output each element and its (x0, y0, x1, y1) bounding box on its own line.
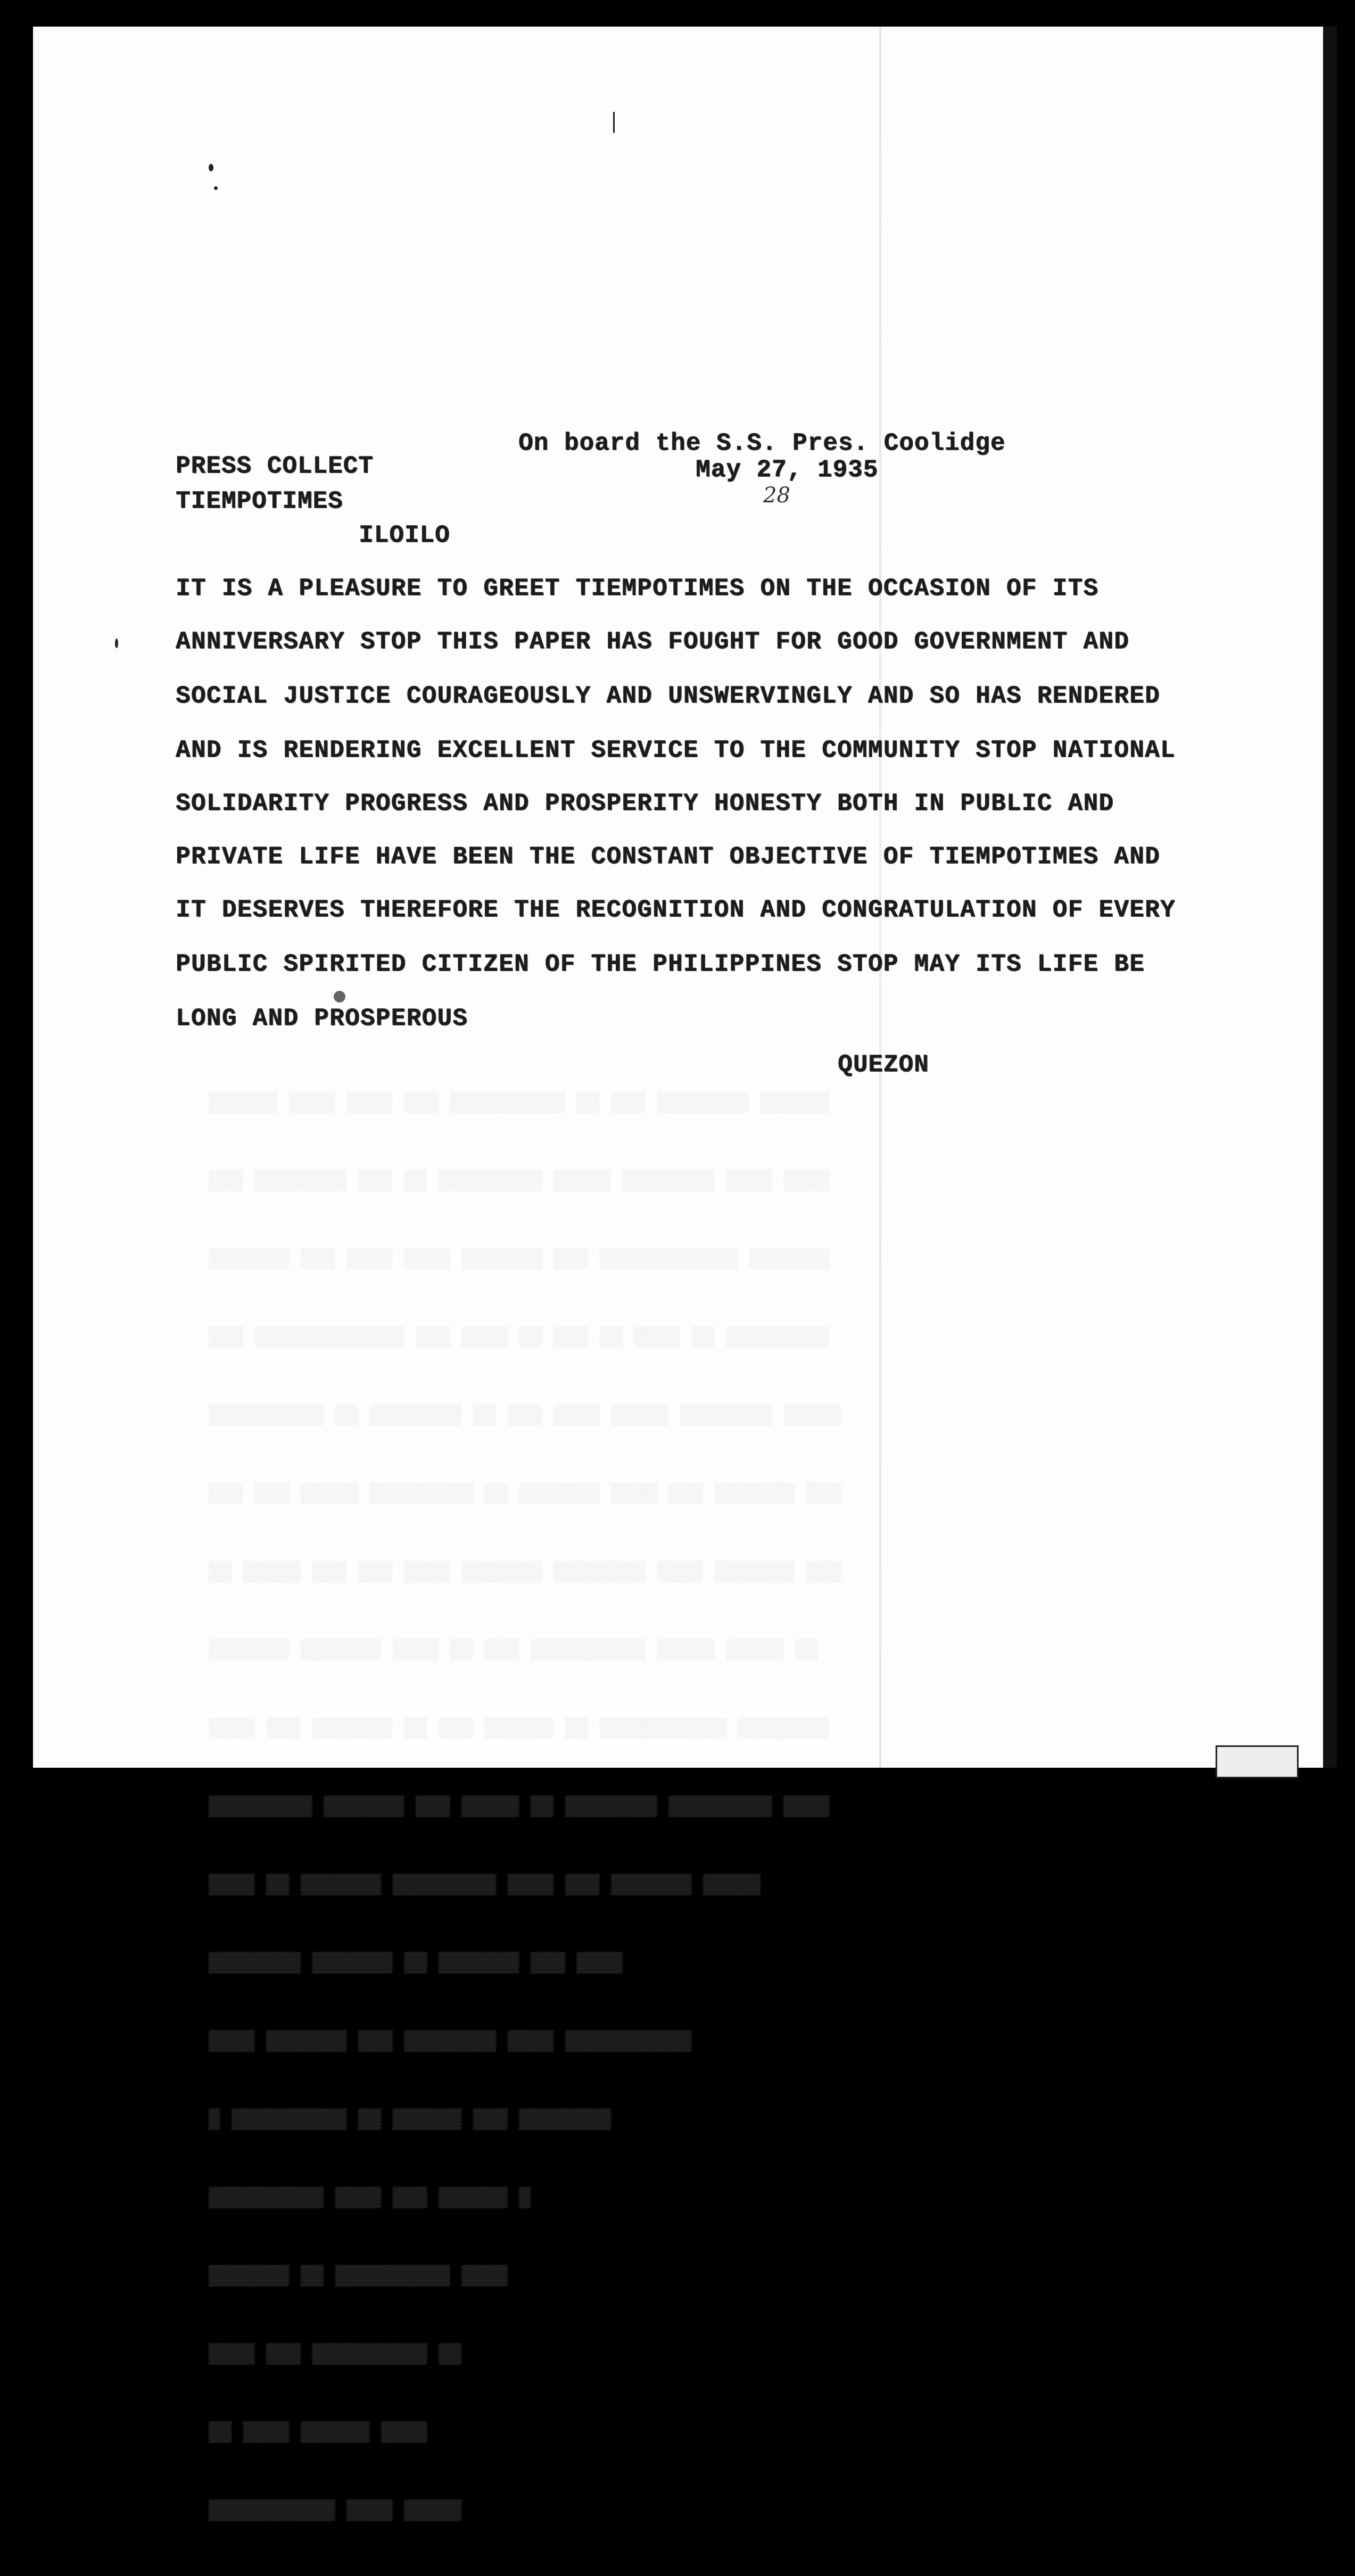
ink-speck (209, 164, 213, 171)
ink-speck (115, 639, 118, 648)
signature: QUEZON (838, 1051, 929, 1079)
city-line: ILOILO (359, 521, 450, 549)
archive-label-box (1216, 1745, 1299, 1778)
ink-speck (334, 991, 345, 1003)
body-line-4: AND IS RENDERING EXCELLENT SERVICE TO THE COMMUNITY STOP NATIONAL (176, 736, 1176, 764)
body-line-9: LONG AND PROSPEROUS (176, 1005, 468, 1032)
bleed-through-texture: ▒▒▒▒▒▒ ▒▒▒▒ ▒▒▒▒ ▒▒▒ ▒▒▒▒▒▒▒▒▒▒ ▒▒ ▒▒▒ ▒▒▒▒▒▒▒▒ ▒▒▒▒▒▒ ▒▒▒ ▒▒▒▒▒▒▒▒ ▒▒▒ ▒▒ ▒▒▒▒▒▒▒▒▒ ▒▒▒▒▒ ▒▒▒▒▒▒▒▒ ▒▒▒▒ ▒▒▒▒ ▒▒▒▒▒▒▒ ▒▒▒ ▒▒▒▒ ▒▒▒▒ ▒▒▒▒▒▒▒ ▒▒▒ ▒▒▒▒▒▒▒▒▒▒▒▒ ▒▒▒▒▒▒▒ ▒▒▒ ▒▒▒▒▒▒▒▒▒▒▒▒▒ ▒▒▒ ▒▒▒▒ ▒▒ ▒▒▒ ▒▒ ▒▒▒▒ ▒▒ ▒▒▒▒▒▒▒▒▒ ▒▒▒▒▒▒▒▒▒▒ ▒▒ ▒▒▒▒▒▒▒▒ ▒▒ ▒▒▒ ▒▒▒▒ ▒▒▒▒▒ ▒▒▒▒▒▒▒▒ ▒▒▒▒▒ ▒▒▒ ▒▒▒ ▒▒▒▒▒ ▒▒▒▒▒▒▒▒▒ ▒▒ ▒▒▒▒▒▒▒ ▒▒▒▒ ▒▒▒ ▒▒▒▒▒▒▒ ▒▒▒ ▒▒ ▒▒▒▒▒ ▒▒▒ ▒▒▒ ▒▒▒▒ ▒▒▒▒▒▒▒ ▒▒▒▒▒▒▒▒ ▒▒▒▒ ▒▒▒▒▒▒▒ ▒▒▒ ▒▒▒▒▒▒▒ ▒▒▒▒▒▒▒ ▒▒▒▒ ▒▒ ▒▒▒ ▒▒▒▒▒▒▒▒▒▒ ▒▒▒▒▒ ▒▒▒▒▒ ▒▒ ▒▒▒▒ ▒▒▒ ▒▒▒▒▒▒▒ ▒▒ ▒▒▒ ▒▒▒▒▒▒ ▒▒ ▒▒▒▒▒▒▒▒▒▒▒ ▒▒▒▒▒▒▒▒ ▒▒▒▒▒▒▒▒▒ ▒▒▒▒▒▒▒ ▒▒▒ ▒▒▒▒▒ ▒▒ ▒▒▒▒▒▒▒▒ ▒▒▒▒▒▒▒▒▒ ▒▒▒▒ ▒▒▒▒ ▒▒ ▒▒▒▒▒▒▒ ▒▒▒▒▒▒▒▒▒ ▒▒▒▒ ▒▒▒ ▒▒▒▒▒▒▒ ▒▒▒▒▒ ▒▒▒▒▒▒▒▒ ▒▒▒▒▒▒▒ ▒▒ ▒▒▒▒▒▒▒ ▒▒▒ ▒▒▒▒ ▒▒▒▒ ▒▒▒▒▒▒▒ ▒▒▒ ▒▒▒▒▒▒▒▒ ▒▒▒▒ ▒▒▒▒▒▒▒▒▒▒▒ ▒ ▒▒▒▒▒▒▒▒▒▒ ▒▒ ▒▒▒▒▒▒ ▒▒▒ ▒▒▒▒▒▒▒▒ ▒▒▒▒▒▒▒▒▒▒ ▒▒▒▒ ▒▒▒ ▒▒▒▒▒▒ ▒ ▒▒▒▒▒▒▒ ▒▒ ▒▒▒▒▒▒▒▒▒▒ ▒▒▒▒ ▒▒▒▒ ▒▒▒ ▒▒▒▒▒▒▒▒▒▒ ▒▒ ▒▒ ▒▒▒▒ ▒▒▒▒▒▒ ▒▒▒▒ ▒▒▒▒▒▒▒▒▒▒▒ ▒▒▒▒ ▒▒▒▒▒ (209, 1092, 841, 2522)
press-line: PRESS COLLECT (176, 452, 374, 480)
body-line-5: SOLIDARITY PROGRESS AND PROSPERITY HONESTY BOTH IN PUBLIC AND (176, 790, 1114, 817)
date-line: May 27, 1935 (696, 456, 879, 484)
recipient-line: TIEMPOTIMES (176, 487, 343, 515)
ink-speck (613, 112, 615, 133)
body-line-1: IT IS A PLEASURE TO GREET TIEMPOTIMES ON THE OCCASION OF ITS (176, 575, 1099, 602)
body-line-2: ANNIVERSARY STOP THIS PAPER HAS FOUGHT FOR GOOD GOVERNMENT AND (176, 628, 1130, 656)
location-line: On board the S.S. Pres. Coolidge (518, 429, 1006, 457)
body-line-6: PRIVATE LIFE HAVE BEEN THE CONSTANT OBJECTIVE OF TIEMPOTIMES AND (176, 843, 1160, 871)
ink-speck (214, 186, 218, 190)
document-page (33, 27, 1337, 2522)
date-correction: 28 (763, 483, 790, 508)
body-line-8: PUBLIC SPIRITED CITIZEN OF THE PHILIPPINES STOP MAY ITS LIFE BE (176, 950, 1145, 978)
body-line-3: SOCIAL JUSTICE COURAGEOUSLY AND UNSWERVINGLY AND SO HAS RENDERED (176, 682, 1160, 710)
body-line-7: IT DESERVES THEREFORE THE RECOGNITION AND CONGRATULATION OF EVERY (176, 896, 1176, 924)
